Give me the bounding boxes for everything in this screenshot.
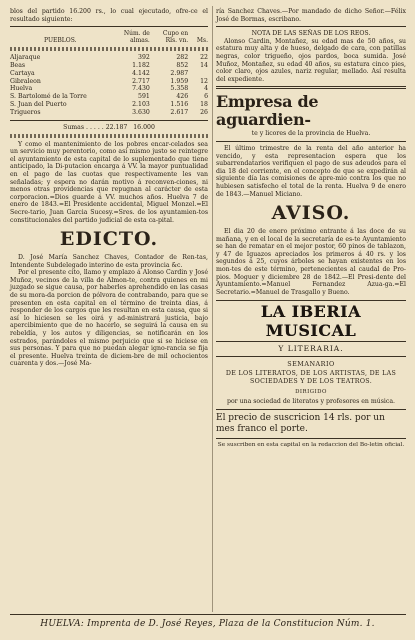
suscribe-text: Se suscriben en esta capital en la redaccion del Bo-letin oficial. <box>217 442 405 449</box>
literatos-text: DE LOS LITERATOS, DE LOS ARTISTAS, DE LAS SOCIEDADES Y DE LOS TEATROS. <box>225 370 397 386</box>
precio-text: El precio de suscricion 14 rls. por un mes franco el porte. <box>216 413 385 435</box>
right-column <box>216 8 406 448</box>
rule <box>216 141 406 142</box>
table-bottom-rule <box>10 120 208 121</box>
dirigido-label: DIRIGIDO <box>295 389 327 396</box>
rule <box>216 409 406 410</box>
edicto-intro: D. José María Sanchez Chaves, Contador de Ren-tas, Intendente Subdelegado interino de esta provincia &c. <box>10 254 208 269</box>
sumas-rule <box>10 134 208 138</box>
header-ms: Ms. <box>196 37 208 45</box>
edicto-continuation: ría Sanchez Chaves.—Por mandado de dicho Señor.—Félix José de Bormas, escribano. <box>216 8 406 23</box>
profesores-text: por una sociedad de literatos y profesores en música. <box>227 398 395 406</box>
aviso-heading: AVISO. <box>271 202 351 225</box>
semanario-label: SEMANARIO <box>287 360 335 369</box>
empresa-text: El último trimestre de la renta del año anterior ha vencido, y esta representacion espera que los subarrendatarios verifiquen el pago de sus adeudos para el dia 18 del corriente, en el concepto de que se expedirán al siguiente día las comisiones de apre-mio contra los que no hubiesen satisfecho el total de la renta. Huelva 9 de enero de 1843.—Manuel Miciano. <box>216 144 406 198</box>
table-row: Trigueros 3.630 2.617 26 <box>10 108 208 116</box>
empresa-subheading: te y licores de la provincia de Huelva. <box>251 130 371 138</box>
para-mantenimiento: Y como el mantenimiento de los pobres encar-celados sea un servicio muy perentorio, como así mismo justo se reintegre el ayuntamiento de esta capital de lo suplementado que tiene anticipado, la Di-putacion encarga á VV. la mayor puntualidad en el pago de las cuotas que respectivamente les van señaladas; y espera no darán motivo á reconven-ciones, ni menos otras providencias que repugnan al carácter de esta corporacion.=Dios guarde á VV. muchos años. Huelva 7 de enero de 1843.=El Presidente accidental, Miguel Monzel.=El Secre-tario, Juan Garcia Sucesy.=Sres. de los ayuntamien-tos constitucionales del partido judicial de esta ca-pital. <box>10 140 208 224</box>
iberia-heading: LA IBERIA MUSICAL <box>216 300 406 342</box>
rule <box>216 86 406 89</box>
table-row: Gibraleon 2.717 1.959 12 <box>10 77 208 85</box>
column-divider <box>212 6 213 612</box>
intro-text: blos del partido 16.200 rs., lo cual ejecutado, ofre-ce el resultado siguiente: <box>10 8 208 23</box>
cupo-table <box>10 30 208 116</box>
footer-rule <box>10 614 406 615</box>
rule <box>216 26 406 27</box>
senas-heading: NOTA DE LAS SEÑAS DE LOS REOS. <box>251 30 371 38</box>
table-row: Huelva 7.430 5.358 4 <box>10 85 208 93</box>
table-row: S. Bartolomé de la Torre 591 426 6 <box>10 93 208 101</box>
edicto-body: Por el presente cito, llamo y emplazo á Alonso Cardin y José Muñoz, vecinos de la villa de Almon-te, contra quienes en mi juzgado se sigue causa, por haberles aprehendido en las casas de su mora-da porcion de pólvora de contrabando, para que se presenten en esta capital en el término de treinta dias, á responder de los cargos que les resultan en esta causa, que si así lo hiciesen se les oirá y ad-ministrará justicia, bajo apercibimiento que de no hacerlo, se seguirá la causa en su rebeldía, y los autos y diligencias, se notificarán en los estrados, parándoles el mismo perjuicio que si se hiciese en sus personas. Y para que no puedan alegar igno-rancia se fija el presente. Huelva treinta de diciem-bre de mil ochocientos cuarenta y dos.—José Ma- <box>10 269 208 368</box>
table-header-rule <box>10 47 208 51</box>
aviso-text: El dia 20 de enero próximo entrante á las doce de su mañana, y en el local de la secretaría de es-te Ayuntamiento se han de rematar en el mejor postor, 60 pinos de tablazon, y 47 de Iguazos apreciados los primeros á 40 rs. y los segundos á 25, cuyos árboles se hayan existentes en los mon-tes de este término, pertenecientes al caudal de Pro-pios. Moguer y diciembre 28 de 1842.—El Presi-dente del Ayuntamiento.=Manuel Fernandez Azua-ga.=El Secretario.=Manuel de Trasgallo y Bueno. <box>216 228 406 296</box>
table-row: Beas 1.182 852 14 <box>10 61 208 69</box>
header-pueblos: PUEBLOS. <box>44 37 77 45</box>
edicto-heading: EDICTO. <box>59 228 159 251</box>
left-column <box>10 8 208 368</box>
table-row: Cartaya 4.142 2.987 <box>10 69 189 77</box>
sumas-row: Sumas . . . . . 22.187 16.000 <box>63 123 155 131</box>
table-header-row <box>10 30 208 44</box>
table-row: S. Juan del Puerto 2.103 1.516 18 <box>10 100 208 108</box>
table-top-rule <box>10 26 208 27</box>
empresa-heading: Empresa de aguardien- <box>216 92 319 130</box>
table-row: Aljaraque 392 282 22 <box>10 54 208 62</box>
header-almas: Núm. de almas. <box>123 30 150 45</box>
senas-text: Alonso Cardin, Montañez, su edad mas de 50 años, su estatura muy alta y de hueso, delgado de cara, con patillas negras, color trigueño, ojos pardos, boca sumida. José Muñoz, Montañez, su edad 40 años, su estatura cinco pies, color claro, ojos azules, nariz regular, mellado. Así resulta del expediente. <box>216 37 406 83</box>
rule <box>216 438 406 439</box>
header-rs: Cupo en Rls. vn. <box>162 30 189 45</box>
imprint-footer: HUELVA: Imprenta de D. José Reyes, Plaza de la Constitucion Núm. 1. <box>40 619 375 629</box>
rule <box>216 356 406 357</box>
iberia-subheading: Y LITERARIA. <box>278 344 344 354</box>
